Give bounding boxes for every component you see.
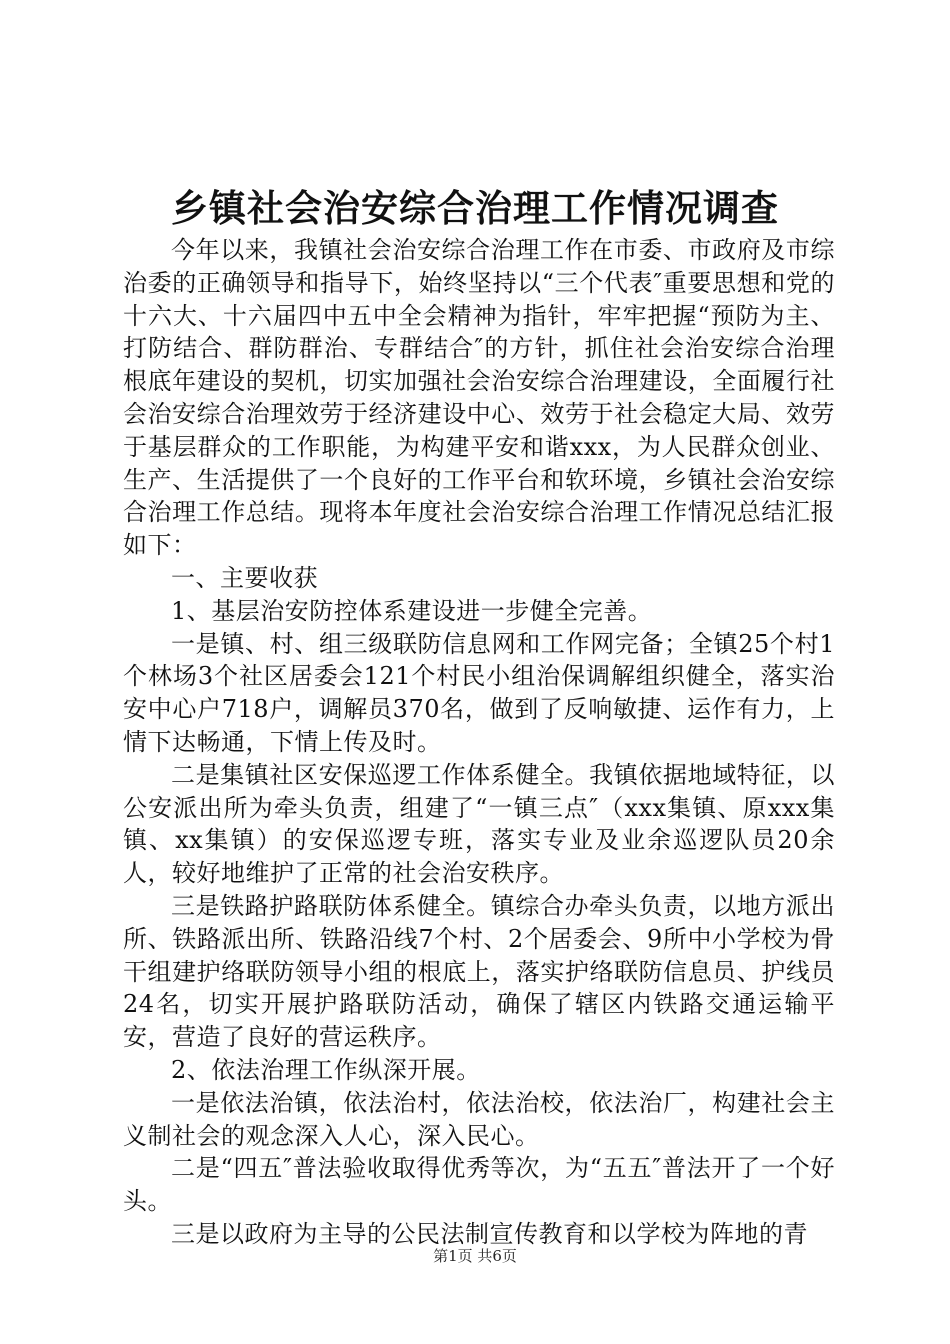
subheading-rule-of-law: 2、依法治理工作纵深开展。 <box>171 1055 481 1084</box>
paragraph-point-three: 三是铁路护路联防体系健全。镇综合办牵头负责，以地方派出所、铁路派出所、铁路沿线7个村、2个居委会、9所中小学校为骨干组建护络联防领导小组的根底上，落实护络联防信息员、护线员24名，切实开展护路联防活动，确保了辖区内铁路交通运输平安，营造了良好的营运秩序。 <box>123 891 835 1052</box>
paragraph-point-two: 二是集镇社区安保巡逻工作体系健全。我镇依据地域特征，以公安派出所为牵头负责，组建了“一镇三点″（xxx集镇、原xxx集镇、xx集镇）的安保巡逻专班，落实专业及业余巡逻队员20余人，较好地维护了正常的社会治安秩序。 <box>123 760 835 888</box>
paragraph-law-point-two: 二是“四五″普法验收取得优秀等次，为“五五″普法开了一个好头。 <box>123 1154 835 1216</box>
document-body <box>123 234 835 1251</box>
paragraph-intro: 今年以来，我镇社会治安综合治理工作在市委、市政府及市综治委的正确领导和指导下，始终坚持以“三个代表″重要思想和党的十六大、十六届四中五中全会精神为指针，牢牢把握“预防为主、打防结合、群防群治、专群结合″的方针，抓住社会治安综合治理根底年建设的契机，切实加强社会治安综合治理建设，全面履行社会治安综合治理效劳于经济建设中心、效劳于社会稳定大局、效劳于基层群众的工作职能，为构建平安和谐xxx，为人民群众创业、生产、生活提供了一个良好的工作平台和软环境，乡镇社会治安综合治理工作总结。现将本年度社会治安综合治理工作情况总结汇报如下： <box>123 236 835 560</box>
paragraph-law-point-one: 一是依法治镇，依法治村，依法治校，依法治厂，构建社会主义制社会的观念深入人心，深入民心。 <box>123 1088 835 1150</box>
document-title: 乡镇社会治安综合治理工作情况调查 <box>171 186 779 230</box>
page-footer: 第1页 共6页 <box>433 1247 517 1265</box>
section-heading-main-achievements: 一、主要收获 <box>171 563 318 592</box>
paragraph-law-point-three: 三是以政府为主导的公民法制宣传教育和以学校为阵地的青 <box>171 1219 808 1248</box>
subheading-grassroots-security: 1、基层治安防控体系建设进一步健全完善。 <box>171 596 653 625</box>
paragraph-point-one: 一是镇、村、组三级联防信息网和工作网完备；全镇25个村1个林场3个社区居委会121个村民小组治保调解组织健全，落实治安中心户718户，调解员370名，做到了反响敏捷、运作有力，上情下达畅通，下情上传及时。 <box>123 629 835 756</box>
